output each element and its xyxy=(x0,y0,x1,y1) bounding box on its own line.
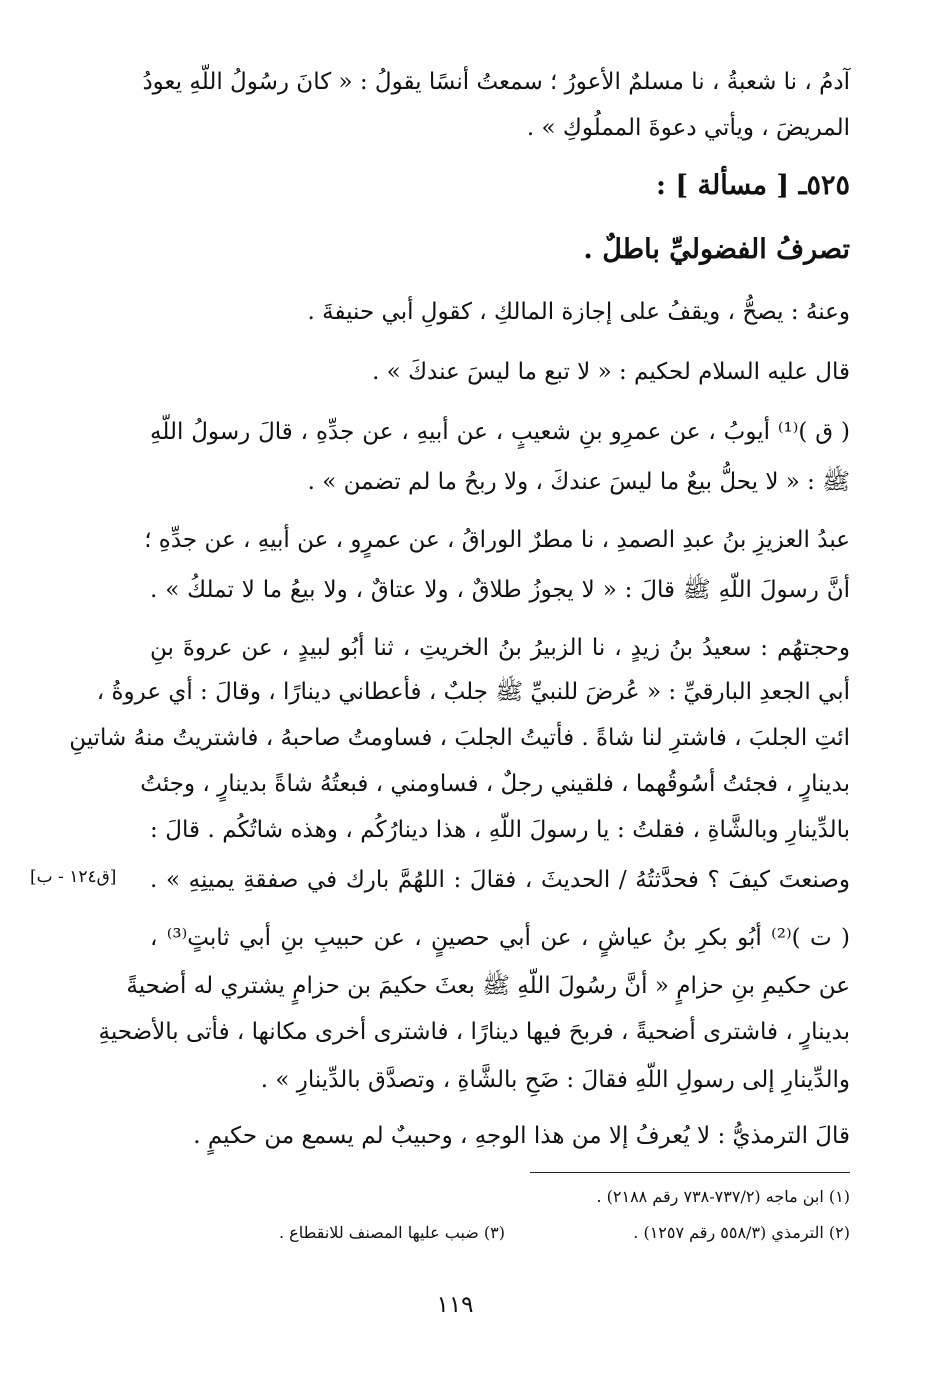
footnote-divider xyxy=(530,1172,850,1173)
text-line: بدينارٍ ، فجئتُ أسُوقُهما ، فلقيني رجلٌ ، فساومني ، فبعتُهُ شاةً بدينارٍ ، وجئتُ xyxy=(140,771,850,797)
text-line: قالَ الترمذيُّ : لا يُعرفُ إلا من هذا الوجهِ ، وحبيبٌ لم يسمع من حكيمٍ . xyxy=(193,1123,850,1149)
text-line: قال عليه السلام لحكيم : « لا تبع ما ليسَ عندكَ » . xyxy=(372,359,850,385)
text-line: بدينارٍ ، فاشترى أضحيةً ، فربحَ فيها دينارًا ، فاشترى أخرى مكانها ، فأتى بالأضحيةِ xyxy=(98,1019,850,1045)
text-line: والدِّينارِ إلى رسولِ اللّهِ فقالَ : ضَحِ بالشَّاةِ ، وتصدَّق بالدِّينارِ » . xyxy=(260,1067,850,1093)
text-line: عن حكيمِ بنِ حزامٍ « أنَّ رسُولَ اللّهِ ﷺ بعثَ حكيمَ بن حزامٍ يشتري له أضحيةً xyxy=(126,973,850,999)
text-line: ( ت )⁽²⁾ أبُو بكرِ بنُ عياشٍ ، عن أبي حصينٍ ، عن حبيبِ بنِ أبي ثابتٍ⁽³⁾ ، xyxy=(150,925,850,951)
text-line: ( ق )⁽¹⁾ أيوبُ ، عن عمرِو بنِ شعيبٍ ، عن أبيهِ ، عن جدِّهِ ، قالَ رسولُ اللّهِ xyxy=(150,419,850,445)
text-line: وحجتهُم : سعيدُ بنُ زيدٍ ، نا الزبيرُ بنُ الخريتِ ، ثنا أبُو لبيدٍ ، عن عروةَ بنِ xyxy=(150,635,850,661)
text-line: آدمُ ، نا شعبةُ ، نا مسلمٌ الأعورُ ؛ سمعتُ أنسًا يقولُ : « كانَ رسُولُ اللّهِ يعودُ xyxy=(142,69,850,95)
footnote-2: (٢) الترمذي (٥٥٨/٣ رقم ١٢٥٧) . xyxy=(633,1223,850,1242)
section-title: تصرفُ الفضوليِّ باطلٌ . xyxy=(583,234,850,265)
document-page xyxy=(60,0,850,1386)
text-line: المريضَ ، ويأتي دعوةَ المملُوكِ » . xyxy=(526,115,850,141)
footnote-1: (١) ابن ماجه (٧٣٧/٢-٧٣٨ رقم ٢١٨٨) . xyxy=(596,1187,850,1206)
text-line: وعنهُ : يصحُّ ، ويقفُ على إجازة المالكِ ، كقولِ أبي حنيفةَ . xyxy=(307,299,850,325)
section-number: ٥٢٥ـ [ مسألة ] : xyxy=(655,170,850,201)
text-line: أبي الجعدِ البارقيِّ : « عُرضَ للنبيِّ ﷺ جلبٌ ، فأعطاني دينارًا ، وقالَ : أي عروةُ ، xyxy=(96,679,850,705)
text-line: وصنعتَ كيفَ ؟ فحدَّثتُهُ / الحديثَ ، فقالَ : اللهُمَّ بارك في صفقةِ يمينِهِ » . xyxy=(150,867,850,893)
text-line: عبدُ العزيزِ بنُ عبدِ الصمدِ ، نا مطرٌ الوراقُ ، عن عمرٍو ، عن أبيهِ ، عن جدِّهِ ؛ xyxy=(144,527,850,553)
text-line: ﷺ : « لا يحلُّ بيعٌ ما ليسَ عندكَ ، ولا ربحُ ما لم تضمن » . xyxy=(307,469,850,495)
text-line: بالدِّينارِ وبالشَّاةِ ، فقلتُ : يا رسولَ اللّهِ ، هذا دينارُكُم ، وهذه شاتُكُم . قالَ : xyxy=(150,817,850,843)
footnote-3: (٣) ضبب عليها المصنف للانقطاع . xyxy=(279,1223,505,1242)
text-line: ائتِ الجلبَ ، فاشترِ لنا شاةً . فأتيتُ الجلبَ ، فساومتُ صاحبهُ ، فاشتريتُ منهُ شاتينِ xyxy=(69,725,850,751)
page-number: ١١٩ xyxy=(436,1292,474,1318)
margin-manuscript-ref: [ق١٢٤ - ب] xyxy=(30,867,117,887)
text-line: أنَّ رسولَ اللّهِ ﷺ قالَ : « لا يجوزُ طلاقٌ ، ولا عتاقٌ ، ولا بيعُ ما لا تملكُ » . xyxy=(150,577,850,603)
